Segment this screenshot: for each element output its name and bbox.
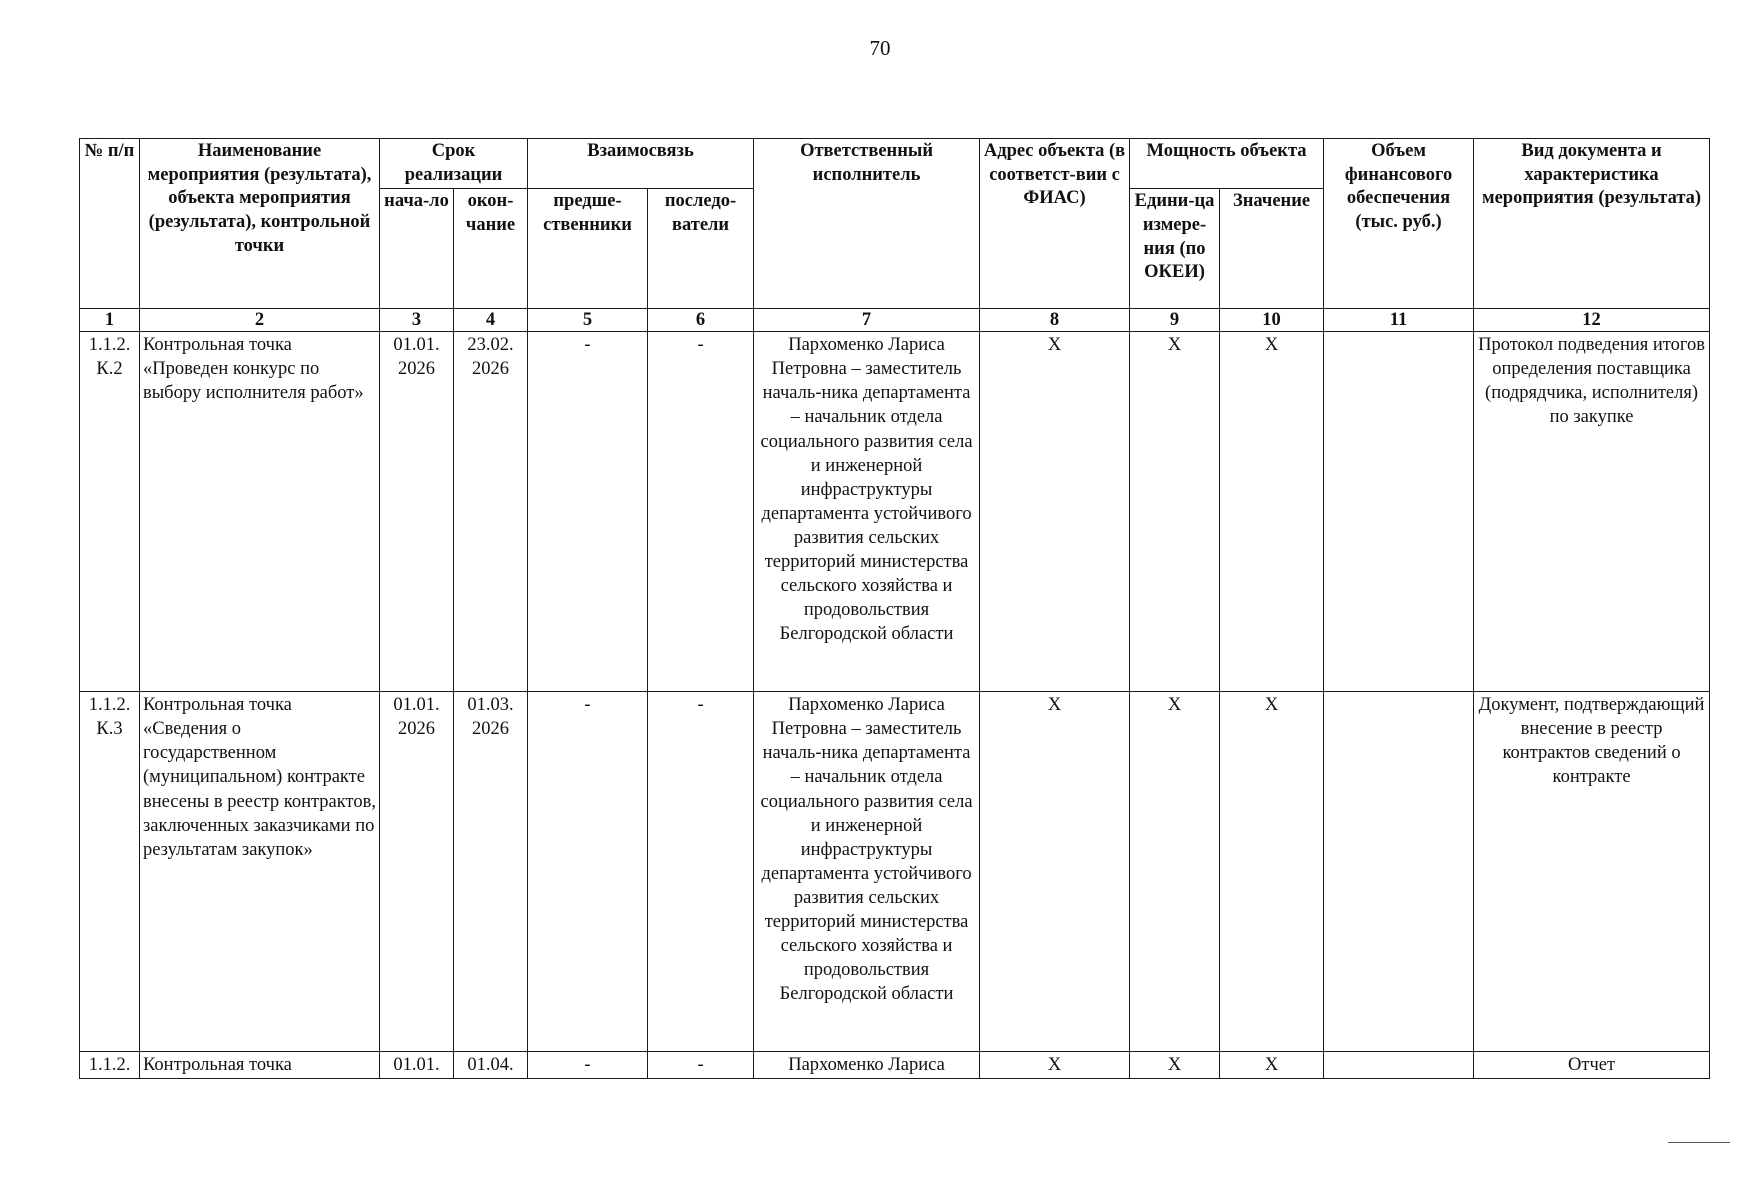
row-funding bbox=[1324, 332, 1474, 692]
row-address: X bbox=[980, 332, 1130, 692]
row-start: 01.01. 2026 bbox=[380, 332, 454, 692]
row-end: 23.02. 2026 bbox=[454, 332, 528, 692]
row-doc: Протокол подведения итогов определения поставщика (подрядчика, исполнителя) по закупке bbox=[1474, 332, 1710, 692]
column-number: 9 bbox=[1130, 309, 1220, 332]
row-num: 1.1.2. К.2 bbox=[80, 332, 140, 692]
column-number: 11 bbox=[1324, 309, 1474, 332]
bottom-rule bbox=[1668, 1142, 1730, 1143]
header-link: Взаимосвязь bbox=[528, 139, 754, 189]
header-address: Адрес объекта (в соответст-вии с ФИАС) bbox=[980, 139, 1130, 309]
row-end: 01.04. bbox=[454, 1052, 528, 1079]
header-term-end: окон-чание bbox=[454, 189, 528, 309]
row-responsible: Пархоменко Лариса Петровна – заместитель началь-ника департамента – начальник отдела социального развития села и инженерной инфраструктуры департамента устойчивого развития сельских территорий министерства сельского хозяйства и продовольствия Белгородской области bbox=[754, 332, 980, 692]
row-name: Контрольная точка bbox=[140, 1052, 380, 1079]
table-row bbox=[80, 332, 1710, 692]
row-doc: Документ, подтверждающий внесение в реестр контрактов сведений о контракте bbox=[1474, 692, 1710, 1052]
row-prev: - bbox=[528, 1052, 648, 1079]
row-start: 01.01. bbox=[380, 1052, 454, 1079]
column-number: 1 bbox=[80, 309, 140, 332]
row-num: 1.1.2. К.3 bbox=[80, 692, 140, 1052]
header-num: № п/п bbox=[80, 139, 140, 309]
row-funding bbox=[1324, 692, 1474, 1052]
column-number: 3 bbox=[380, 309, 454, 332]
header-link-next: последо-ватели bbox=[648, 189, 754, 309]
column-number: 2 bbox=[140, 309, 380, 332]
row-next: - bbox=[648, 1052, 754, 1079]
row-name: Контрольная точка «Проведен конкурс по выбору исполнителя работ» bbox=[140, 332, 380, 692]
row-unit: X bbox=[1130, 332, 1220, 692]
header-term: Срок реализации bbox=[380, 139, 528, 189]
row-responsible: Пархоменко Лариса bbox=[754, 1052, 980, 1079]
row-unit: X bbox=[1130, 1052, 1220, 1079]
header-responsible: Ответственный исполнитель bbox=[754, 139, 980, 309]
header-capacity: Мощность объекта bbox=[1130, 139, 1324, 189]
header-capacity-unit: Едини-ца измере-ния (по ОКЕИ) bbox=[1130, 189, 1220, 309]
column-number: 12 bbox=[1474, 309, 1710, 332]
header-name: Наименование мероприятия (результата), объекта мероприятия (результата), контрольной точки bbox=[140, 139, 380, 309]
row-value: X bbox=[1220, 332, 1324, 692]
row-funding bbox=[1324, 1052, 1474, 1079]
row-address: X bbox=[980, 1052, 1130, 1079]
row-start: 01.01. 2026 bbox=[380, 692, 454, 1052]
column-number: 7 bbox=[754, 309, 980, 332]
row-end: 01.03. 2026 bbox=[454, 692, 528, 1052]
header-funding: Объем финансового обеспечения (тыс. руб.) bbox=[1324, 139, 1474, 309]
row-next: - bbox=[648, 692, 754, 1052]
header-term-start: нача-ло bbox=[380, 189, 454, 309]
row-responsible: Пархоменко Лариса Петровна – заместитель началь-ника департамента – начальник отдела социального развития села и инженерной инфраструктуры департамента устойчивого развития сельских территорий министерства сельского хозяйства и продовольствия Белгородской области bbox=[754, 692, 980, 1052]
row-address: X bbox=[980, 692, 1130, 1052]
column-number: 5 bbox=[528, 309, 648, 332]
column-number: 10 bbox=[1220, 309, 1324, 332]
row-value: X bbox=[1220, 692, 1324, 1052]
header-capacity-value: Значение bbox=[1220, 189, 1324, 309]
header-link-prev: предше-ственники bbox=[528, 189, 648, 309]
header-doc: Вид документа и характеристика мероприятия (результата) bbox=[1474, 139, 1710, 309]
table-row bbox=[80, 692, 1710, 1052]
row-next: - bbox=[648, 332, 754, 692]
row-value: X bbox=[1220, 1052, 1324, 1079]
row-prev: - bbox=[528, 692, 648, 1052]
column-number: 4 bbox=[454, 309, 528, 332]
row-name: Контрольная точка «Сведения о государственном (муниципальном) контракте внесены в реестр контрактов, заключенных заказчиками по результатам закупок» bbox=[140, 692, 380, 1052]
column-number-row bbox=[80, 309, 1710, 332]
column-number: 6 bbox=[648, 309, 754, 332]
column-number: 8 bbox=[980, 309, 1130, 332]
row-unit: X bbox=[1130, 692, 1220, 1052]
table-header bbox=[80, 139, 1710, 332]
plan-table bbox=[79, 138, 1710, 1079]
table-row bbox=[80, 1052, 1710, 1079]
row-doc: Отчет bbox=[1474, 1052, 1710, 1079]
row-num: 1.1.2. bbox=[80, 1052, 140, 1079]
page-number: 70 bbox=[869, 36, 891, 60]
row-prev: - bbox=[528, 332, 648, 692]
